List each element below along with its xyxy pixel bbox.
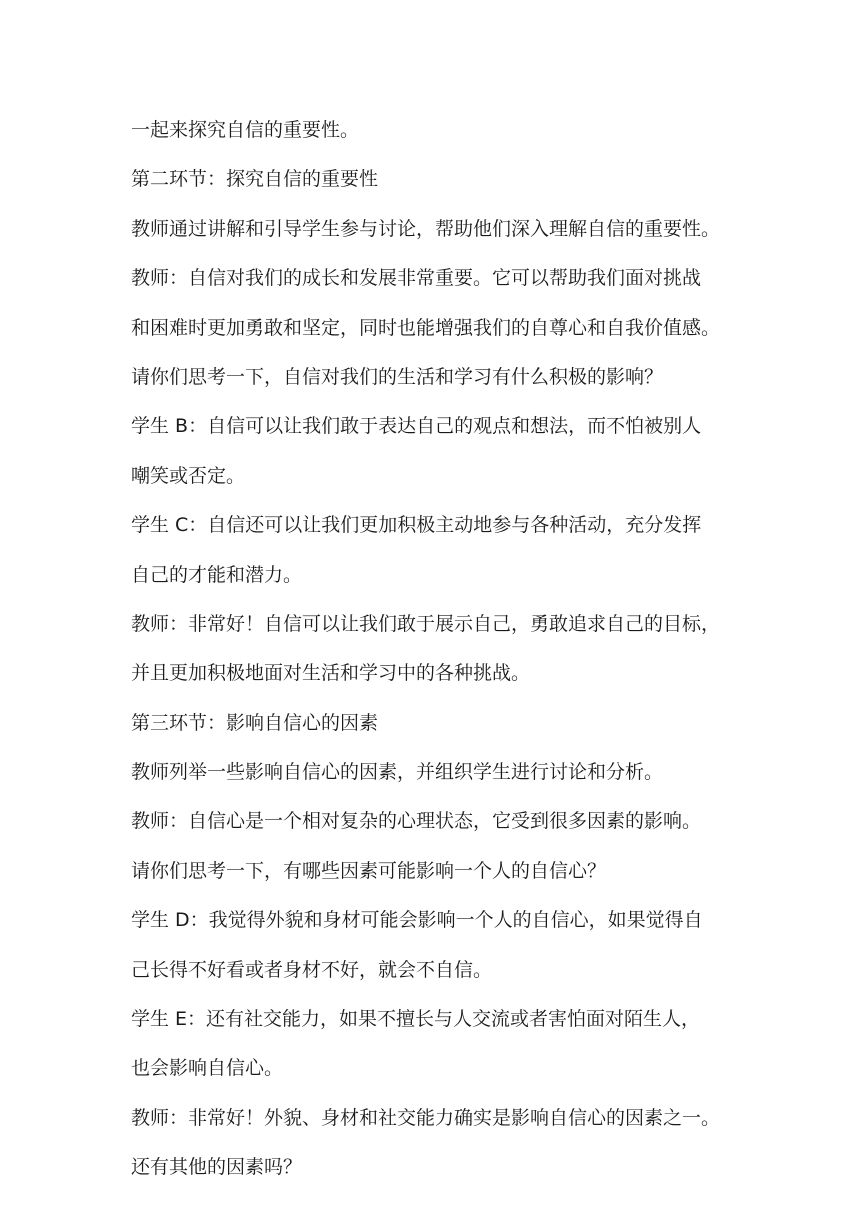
text-line-20: 也会影响自信心。 [131,1057,284,1080]
document-body [131,111,751,1198]
text-line-17: 学生 D：我觉得外貌和身材可能会影响一个人的自信心，如果觉得自 [131,909,703,932]
text-line-7: 学生 B：自信可以让我们敢于表达自己的观点和想法，而不怕被别人 [131,415,702,438]
text-line-6: 请你们思考一下，自信对我们的生活和学习有什么积极的影响？ [131,365,664,388]
text-line-21: 教师：非常好！外貌、身材和社交能力确实是影响自信心的因素之一。 [131,1106,721,1129]
section-heading-2: 第二环节：探究自信的重要性 [131,168,379,191]
text-line-5: 和困难时更加勇敢和坚定，同时也能增强我们的自尊心和自我价值感。 [131,316,721,339]
text-line-12: 并且更加积极地面对生活和学习中的各种挑战。 [131,662,531,685]
text-line-3: 教师通过讲解和引导学生参与讨论，帮助他们深入理解自信的重要性。 [131,217,721,240]
text-line-14: 教师列举一些影响自信心的因素，并组织学生进行讨论和分析。 [131,761,664,784]
text-line-4: 教师：自信对我们的成长和发展非常重要。它可以帮助我们面对挑战 [131,267,702,290]
text-line-16: 请你们思考一下，有哪些因素可能影响一个人的自信心？ [131,859,607,882]
text-line-11: 教师：非常好！自信可以让我们敢于展示自己，勇敢追求自己的目标， [131,612,721,635]
text-line-22: 还有其他的因素吗？ [131,1156,303,1179]
text-line-1: 一起来探究自信的重要性。 [131,119,360,141]
text-line-10: 自己的才能和潜力。 [131,563,303,586]
text-line-9: 学生 C：自信还可以让我们更加积极主动地参与各种活动，充分发挥 [131,514,702,537]
text-line-19: 学生 E：还有社交能力，如果不擅长与人交流或者害怕面对陌生人， [131,1008,701,1031]
text-line-15: 教师：自信心是一个相对复杂的心理状态，它受到很多因素的影响。 [131,810,702,833]
text-line-8: 嘲笑或否定。 [131,464,246,487]
text-line-18: 己长得不好看或者身材不好，就会不自信。 [131,958,493,981]
section-heading-3: 第三环节：影响自信心的因素 [131,711,379,734]
